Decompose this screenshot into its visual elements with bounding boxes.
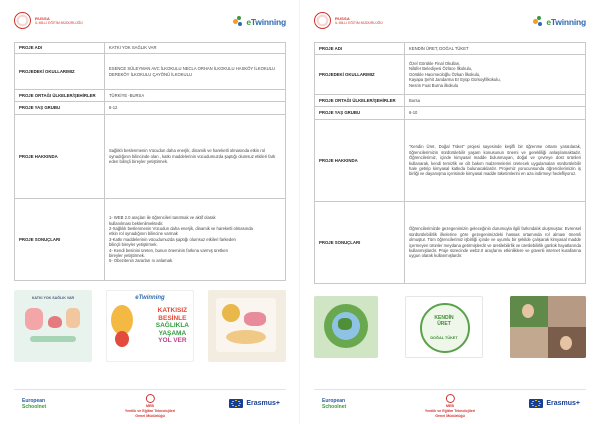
table-row	[15, 199, 286, 281]
meb-seal-icon	[14, 12, 31, 29]
table-row	[15, 115, 286, 199]
row-label: PROJE ORTAĞI ÜLKELER/ŞEHİRLER	[15, 90, 105, 102]
meb-footer-logo	[125, 394, 175, 419]
project-about: "Kendin Üret, Doğal Tüket" projesi sayesinde keşifli bir öğrenme ortamı yaratılarak, öğrencilerimizin sürdürülebilir yaşam konusunun önemi ve gerekliliği anlaşılamaktadır. Öğrencilerimiz, içinde kimyasal madde bulunmayan, doğal ve çevreye dost ürünleri kullanarak, kendi temizlik ve cilt bakım malzemelerini üretecek uygulamaları sürdürülebilir hale getirip kimyasal katkıda bulunacaklardır. Projemiz yorucunsunda öğrencilerimizin iş birliği ve dayanışma içerisinde kimyasal madde tüketimlerini en aza indirmeyi hedefliyoruz.	[405, 120, 586, 202]
logo-text: MEB	[445, 404, 454, 408]
bottle-icon	[66, 308, 80, 328]
result-line: bireyler yetiştirmek.	[109, 253, 146, 259]
drawing-food-icon	[244, 312, 266, 326]
table-row	[15, 102, 286, 115]
project-schools: ESENCE SÜLEYMAN AVC İLKOKULU NECLA ORHAN İLKOKULU HASKÖY İLKOKULU DEREKÖY İLKOKULU ÇAYÖNÜ İLKOKULU	[105, 54, 286, 90]
logo-text: Genel Müdürlüğü	[435, 414, 465, 418]
image-line: DOĞAL TÜKET	[430, 336, 458, 340]
project-partners: Bursa	[405, 95, 586, 107]
image-brand: eTwinning	[135, 295, 165, 301]
etwinning-star-icon	[232, 15, 246, 29]
result-line: 2-Sağlıklı beslenmenin Vücudun daha enerjik, dinamik ve hareketli olmasında	[109, 225, 253, 231]
project-images	[14, 290, 286, 362]
etwinning-logo	[532, 15, 586, 29]
logo-text: Schoolnet	[22, 404, 47, 410]
image-line: ÜRET	[437, 321, 451, 327]
project-info-table	[314, 42, 586, 284]
etwinning-label: Twinning	[550, 17, 586, 27]
logo-text: Yenilik ve Eğitim Teknolojileri	[424, 409, 476, 413]
image-line: BESİNLE	[158, 314, 187, 322]
result-line: 5- Obezitenin zararları nı anlamak.	[109, 258, 174, 264]
row-label: PROJE HAKKINDA	[15, 115, 105, 199]
person-icon	[522, 304, 534, 318]
project-info-table	[14, 42, 286, 281]
meb-logo-line2: İL MİLLİ EĞİTİM MÜDÜRLÜĞÜ	[335, 20, 383, 25]
european-schoolnet-logo	[322, 398, 346, 410]
stomach-icon	[25, 308, 43, 330]
school-line: Nilüfer Belediyesi Özlüce İlkokulu,	[409, 66, 473, 72]
table-row	[315, 95, 586, 107]
result-line: 4- Kendi besinini üreten, bunun öneminin farkına varmış üretken	[109, 247, 228, 253]
page-header	[314, 12, 586, 38]
project-image-3	[510, 296, 586, 358]
result-line: kullanılması beklenilmektedir.	[109, 220, 164, 226]
project-name: KATKI YOK SAĞLIK VAR	[105, 43, 286, 54]
meb-logo	[14, 12, 83, 29]
erasmus-logo	[229, 399, 280, 408]
drawing-sun-icon	[222, 304, 240, 322]
logo-text: European	[22, 398, 46, 404]
project-image-3	[208, 290, 286, 362]
result-line: etkin rol oynadığının bilincine varmak	[109, 231, 178, 237]
leaf-badge-icon	[420, 303, 470, 353]
right-page	[300, 0, 600, 424]
project-about: Sağlıklı beslenmenin Vücudun daha enerjik, dinamik ve hareketli olmasında etkin rol oynadığının bilincinde olan , katkı maddelerinin vücudumuzda şaptığı olumsuz etkileri fark eden bilinçli bireyler yetiştirmek.	[105, 115, 286, 199]
erasmus-logo	[529, 399, 580, 408]
result-line: 1- WEB 2.0 araçları ile öğrencileri tanıtmak ve aktif olarak	[109, 215, 216, 221]
person-icon	[560, 336, 572, 350]
image-line: YAŞAMA	[158, 329, 187, 337]
eu-flag-icon	[529, 399, 543, 408]
table-row	[315, 55, 586, 95]
row-label: PROJEDEKİ OKULLARIMIZ	[15, 54, 105, 90]
row-label: PROJE ADI	[15, 43, 105, 54]
european-schoolnet-logo	[22, 398, 46, 410]
meb-seal-icon	[314, 12, 331, 29]
logo-text: Genel Müdürlüğü	[135, 414, 165, 418]
image-line: YOL VER	[158, 337, 187, 344]
page-footer	[14, 394, 286, 418]
meb-logo	[314, 12, 383, 29]
project-image-2	[106, 290, 194, 362]
project-schools	[405, 55, 586, 95]
meb-logo-line1: RUSSA	[335, 15, 351, 21]
school-line: Kayapa Şehit Jandarma Er Eyüp Gürsoylİlkokulu,	[409, 77, 501, 83]
image-line: SAĞLIKLA	[155, 322, 189, 329]
logo-text: Erasmus+	[246, 400, 280, 407]
project-age-group: 6-10	[405, 107, 586, 120]
etwinning-prefix: e	[246, 17, 251, 27]
project-age-group: 6-12	[105, 102, 286, 115]
logo-text: Yenilik ve Eğitim Teknolojileri	[124, 409, 176, 413]
table-row	[15, 90, 286, 102]
row-label: PROJE YAŞ GRUBU	[315, 107, 405, 120]
row-label: PROJE SONUÇLARI	[315, 202, 405, 284]
page-header	[14, 12, 286, 38]
row-label: PROJEDEKİ OKULLARIMIZ	[315, 55, 405, 95]
logo-text: European	[322, 398, 346, 404]
etwinning-prefix: e	[546, 17, 551, 27]
school-line: Özel Görükle Final Okulları,	[409, 60, 461, 66]
image-caption: KATKI YOK SAĞLIK VAR	[31, 296, 75, 300]
project-images	[314, 296, 586, 358]
page-footer	[314, 394, 586, 418]
school-line: Nesrin Fuat Burna ilkokulu	[409, 82, 459, 88]
school-line: Görükle Hacımeoloğlu Özkan İlkokulu,	[409, 71, 481, 77]
etwinning-label: Twinning	[250, 17, 286, 27]
row-label: PROJE HAKKINDA	[315, 120, 405, 202]
image-line: KENDİN	[434, 315, 454, 321]
table-row	[315, 120, 586, 202]
table-row	[315, 107, 586, 120]
project-image-2	[405, 296, 483, 358]
logo-text: Erasmus+	[546, 400, 580, 407]
meb-footer-logo	[425, 394, 475, 419]
result-line: 3-Katkı maddelerinin vücudumuzda şaptığı olumsuz etkileri farkeden	[109, 236, 236, 242]
project-image-1	[314, 296, 378, 358]
row-label: PROJE ADI	[315, 43, 405, 55]
logo-text: Schoolnet	[322, 404, 347, 410]
meb-seal-icon	[445, 394, 454, 403]
drawing-plate-icon	[226, 330, 266, 344]
meb-seal-icon	[145, 394, 154, 403]
project-image-1	[14, 290, 92, 362]
etwinning-star-icon	[532, 15, 546, 29]
table-row	[15, 54, 286, 90]
table-row	[315, 43, 586, 55]
row-label: PROJE YAŞ GRUBU	[15, 102, 105, 115]
table-row	[315, 202, 586, 284]
project-results: Öğrencilerimizde gezegenimizin geleceğinin durumuyla ilgili farkındalık oluşmuştur. Evrensel sürdürülebilirlik ilkelerine göre gezegenimizdeki hassas ortamında rol alması önemli olmuştur. Tüm öğrencilerimiz işbirliği içinde ve uyumlu bir şekilde çalışarak kimyasal madde içermeyen ürünler meydana getirmişlerdir ve üretilebilirlik ve üretilebilirlik günlük hayatlarında kullanmışlardır. Proje sürecinde web2.0 araçlarını etkinliklere ve güvenli internet kurallarına uygun olarak kullanmışlardır.	[405, 202, 586, 284]
meb-logo-line1: RUSSA	[35, 15, 51, 21]
image-line: KATKISIZ	[157, 307, 188, 314]
meb-logo-line2: İL MİLLİ EĞİTİM MÜDÜRLÜĞÜ	[35, 20, 83, 25]
result-line: bilinçli bireyler yetiştirmek.	[109, 242, 158, 248]
logo-text: MEB	[145, 404, 154, 408]
row-label: PROJE SONUÇLARI	[15, 199, 105, 281]
apple-icon	[115, 331, 129, 347]
row-label: PROJE ORTAĞI ÜLKELER/ŞEHİRLER	[315, 95, 405, 107]
table-row	[15, 43, 286, 54]
eu-flag-icon	[229, 399, 243, 408]
project-name: KENDİN ÜRET, DOĞAL TÜKET	[405, 43, 586, 55]
project-partners: TÜRKİYE -BURSA	[105, 90, 286, 102]
project-results	[105, 199, 286, 281]
etwinning-logo	[232, 15, 286, 29]
organ-icon	[48, 316, 62, 328]
